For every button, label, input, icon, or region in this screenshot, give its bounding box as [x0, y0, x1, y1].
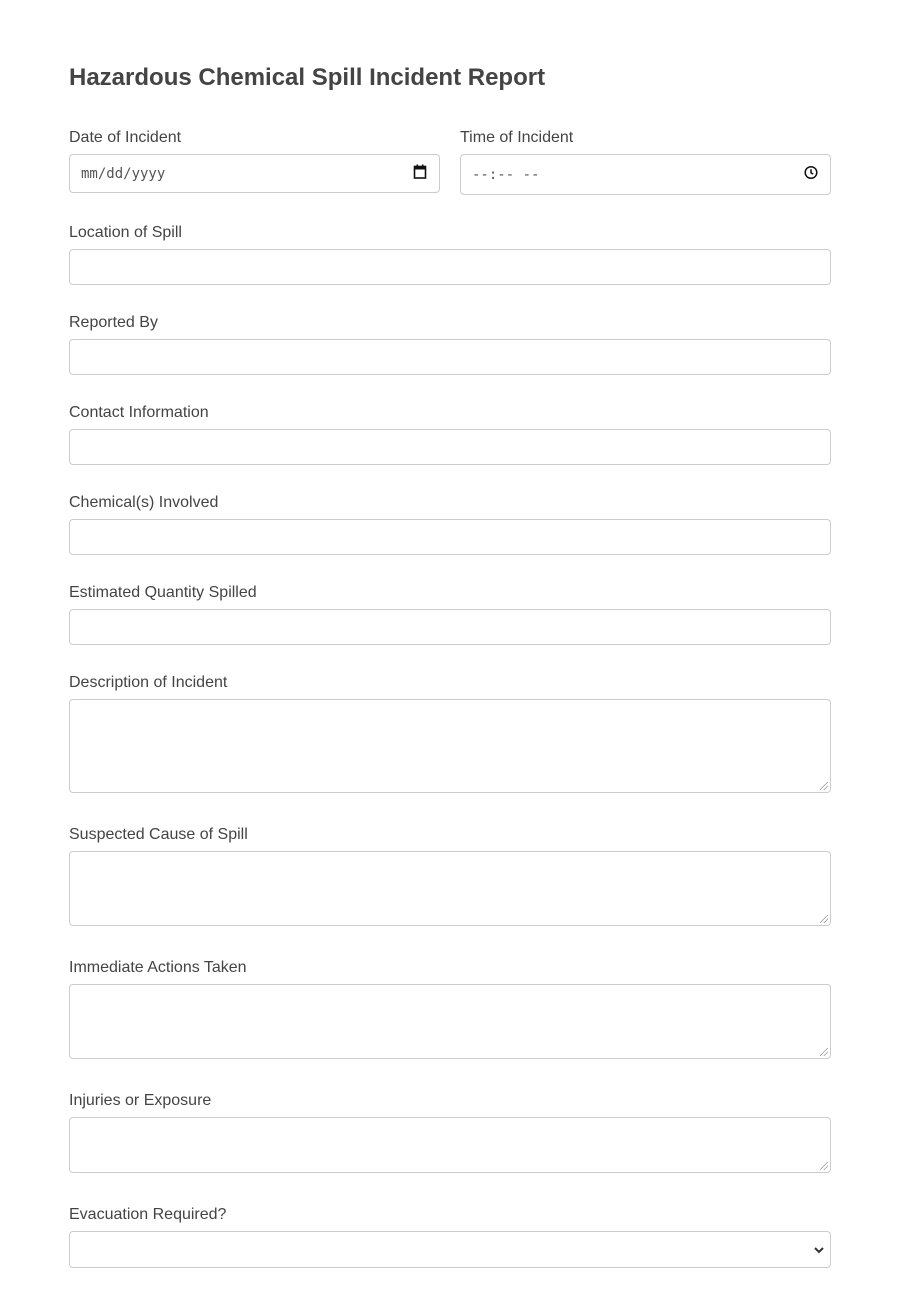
description-textarea[interactable]: [69, 699, 831, 793]
page-title: Hazardous Chemical Spill Incident Report: [69, 64, 546, 91]
actions-textarea[interactable]: [69, 984, 831, 1059]
time-input[interactable]: [460, 154, 831, 195]
evacuation-select[interactable]: [69, 1231, 831, 1268]
calendar-icon[interactable]: [413, 163, 427, 184]
reported-by-label: Reported By: [69, 314, 158, 331]
resize-handle-icon[interactable]: [820, 1162, 828, 1170]
quantity-label: Estimated Quantity Spilled: [69, 584, 257, 601]
contact-label: Contact Information: [69, 404, 209, 421]
cause-textarea[interactable]: [69, 851, 831, 926]
quantity-input[interactable]: [69, 609, 831, 645]
description-label: Description of Incident: [69, 674, 228, 691]
resize-handle-icon[interactable]: [820, 782, 828, 790]
resize-handle-icon[interactable]: [820, 915, 828, 923]
chevron-down-icon[interactable]: [814, 1241, 824, 1259]
reported-by-input[interactable]: [69, 339, 831, 375]
date-label: Date of Incident: [69, 129, 182, 146]
location-input[interactable]: [69, 249, 831, 285]
resize-handle-icon[interactable]: [820, 1048, 828, 1056]
actions-label: Immediate Actions Taken: [69, 959, 247, 976]
injuries-label: Injuries or Exposure: [69, 1092, 212, 1109]
location-label: Location of Spill: [69, 224, 182, 241]
chemicals-label: Chemical(s) Involved: [69, 494, 219, 511]
clock-icon[interactable]: [804, 165, 818, 184]
injuries-textarea[interactable]: [69, 1117, 831, 1173]
time-label: Time of Incident: [460, 129, 574, 146]
date-placeholder: mm/dd/yyyy: [81, 165, 166, 182]
date-input[interactable]: [69, 154, 440, 193]
time-placeholder: --:-- --: [472, 166, 540, 183]
evacuation-label: Evacuation Required?: [69, 1206, 227, 1223]
contact-input[interactable]: [69, 429, 831, 465]
cause-label: Suspected Cause of Spill: [69, 826, 248, 843]
chemicals-input[interactable]: [69, 519, 831, 555]
